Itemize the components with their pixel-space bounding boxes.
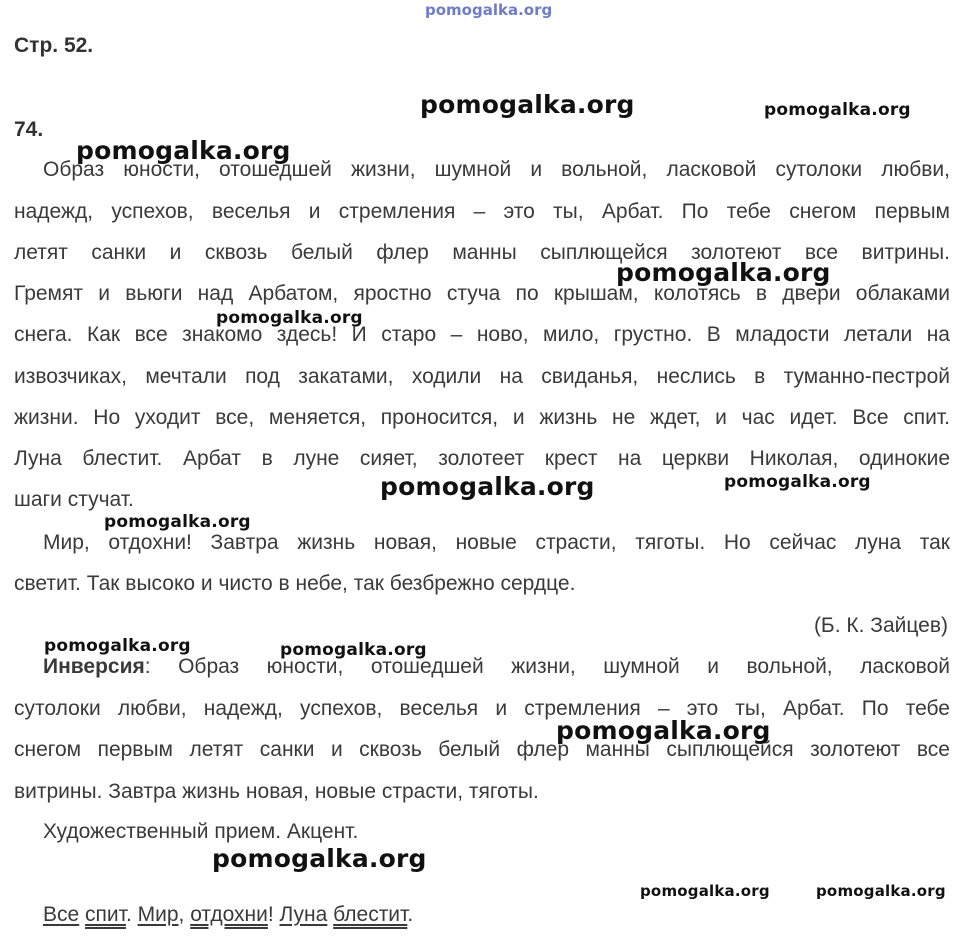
text-line: Мир, отдохни! Завтра жизнь новая, новые страсти, тяготы. Но сейчас луна так bbox=[43, 531, 950, 554]
watermark: pomogalka.org bbox=[104, 512, 251, 532]
text-line: витрины. Завтра жизнь новая, новые страсти, тяготы. bbox=[14, 780, 539, 803]
technique-line: Художественный прием. Акцент. bbox=[43, 820, 359, 843]
inversion-text: : Образ юности, отошедшей жизни, шумной и вольной, ласковой bbox=[144, 655, 950, 678]
exercise-number: 74. bbox=[14, 118, 44, 141]
parsed-sentences bbox=[43, 903, 413, 927]
watermark: pomogalka.org bbox=[280, 640, 427, 660]
punctuation: . bbox=[407, 903, 414, 926]
watermark: pomogalka.org bbox=[44, 636, 191, 656]
watermark: pomogalka.org bbox=[76, 136, 291, 165]
text-line: снегом первым летят санки и сквозь белый флер манны сыплющейся золотеют все bbox=[14, 738, 950, 761]
subject-word: Луна bbox=[279, 903, 328, 926]
predicate-word: отдохни bbox=[190, 903, 268, 926]
text-line: извозчиках, мечтали под закатами, ходили на свиданья, неслись в туманно-пестрой bbox=[14, 365, 950, 388]
watermark: pomogalka.org bbox=[216, 308, 363, 328]
text-line: сутолоки любви, надежд, успехов, веселья и стремления – это ты, Арбат. По тебе bbox=[14, 697, 950, 720]
watermark: pomogalka.org bbox=[640, 882, 770, 900]
predicate-word: спит bbox=[85, 903, 126, 926]
watermark: pomogalka.org bbox=[212, 844, 427, 873]
watermark: pomogalka.org bbox=[556, 716, 771, 745]
inversion-label: Инверсия bbox=[43, 655, 145, 678]
subject-word: Все bbox=[43, 903, 80, 926]
punctuation: . bbox=[125, 903, 138, 926]
watermark: pomogalka.org bbox=[724, 472, 871, 492]
predicate-word: блестит bbox=[333, 903, 408, 926]
text-line: Образ юности, отошедшей жизни, шумной и вольной, ласковой сутолоки любви, bbox=[43, 158, 950, 181]
watermark: pomogalka.org bbox=[420, 90, 635, 119]
subject-word: Мир bbox=[137, 903, 179, 926]
text-line: Гремят и вьюги над Арбатом, яростно стуча по крышам, колотясь в двери облаками bbox=[14, 282, 950, 305]
punctuation: ! bbox=[267, 903, 280, 926]
inversion-first-line bbox=[43, 655, 950, 679]
text-line: снега. Как все знакомо здесь! И старо – ново, мило, грустно. В младости летали на bbox=[14, 323, 950, 346]
punctuation: , bbox=[178, 903, 191, 926]
text-line: шаги стучат. bbox=[14, 488, 134, 511]
watermark: pomogalka.org bbox=[816, 882, 946, 900]
page-label: Стр. 52. bbox=[14, 34, 94, 57]
text-line: надежд, успехов, веселья и стремления – это ты, Арбат. По тебе снегом первым bbox=[14, 200, 950, 223]
watermark: pomogalka.org bbox=[616, 258, 831, 287]
text-line: Луна блестит. Арбат в луне сияет, золотеет крест на церкви Николая, одинокие bbox=[14, 447, 950, 470]
watermark-top: pomogalka.org bbox=[425, 1, 553, 19]
text-line: летят санки и сквозь белый флер манны сыплющейся золотеют все витрины. bbox=[14, 241, 950, 264]
watermark: pomogalka.org bbox=[380, 472, 595, 501]
author-attribution: (Б. К. Зайцев) bbox=[813, 614, 948, 637]
text-line: светит. Так высоко и чисто в небе, так безбрежно сердце. bbox=[14, 572, 576, 595]
watermark: pomogalka.org bbox=[764, 100, 911, 120]
text-line: жизни. Но уходит все, меняется, проносится, и жизнь не ждет, и час идет. Все спит. bbox=[14, 406, 950, 429]
